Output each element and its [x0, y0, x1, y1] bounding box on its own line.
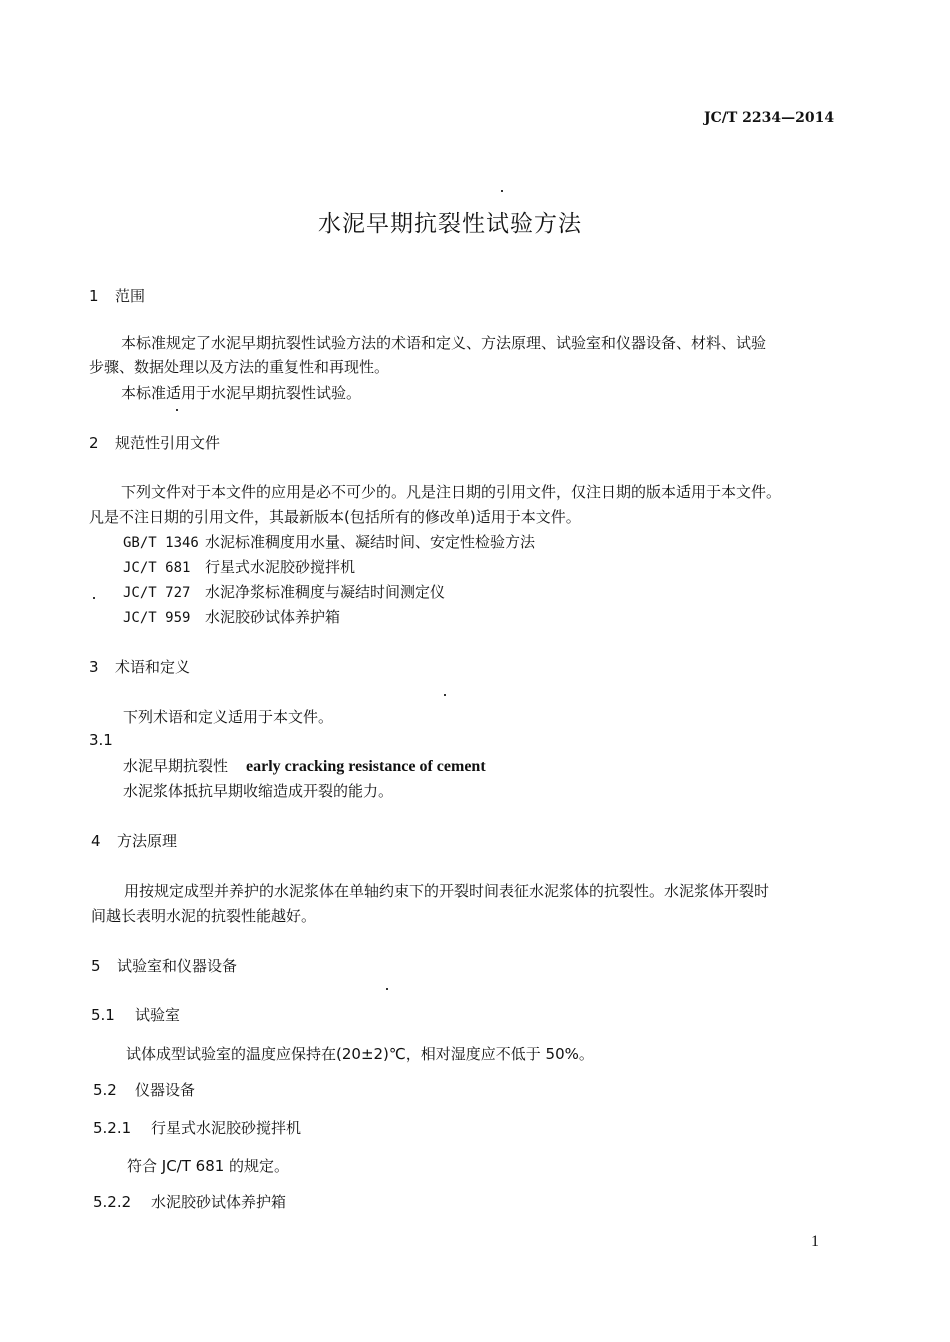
subsection-title: 水泥胶砂试体养护箱 — [151, 1193, 287, 1211]
paragraph: 试体成型试验室的温度应保持在(20±2)℃，相对湿度应不低于 50%。 — [126, 1045, 594, 1063]
reference-title: 水泥标准稠度用水量、凝结时间、安定性检验方法 — [205, 533, 536, 551]
reference-title: 行星式水泥胶砂搅拌机 — [205, 558, 356, 576]
reference-code: GB/T 1346 — [123, 535, 199, 551]
paragraph-line: 凡是不注日期的引用文件，其最新版本(包括所有的修改单)适用于本文件。 — [89, 508, 581, 526]
subsection-title: 行星式水泥胶砂搅拌机 — [151, 1119, 302, 1137]
scan-speck — [386, 988, 388, 990]
section-number: 4 — [91, 832, 101, 850]
term-number: 3.1 — [89, 731, 113, 749]
section-title: 试验室和仪器设备 — [117, 957, 238, 975]
reference-item — [123, 556, 355, 577]
subsection-title: 试验室 — [135, 1006, 181, 1024]
paragraph-line: 用按规定成型并养护的水泥浆体在单轴约束下的开裂时间表征水泥浆体的抗裂性。水泥浆体开裂时 — [124, 882, 770, 900]
reference-title: 水泥净浆标准稠度与凝结时间测定仪 — [205, 583, 446, 601]
subsection-number: 5.2.2 — [93, 1193, 132, 1211]
standard-code: JC/T 2234—2014 — [704, 110, 835, 126]
reference-code: JC/T 959 — [123, 610, 191, 626]
section-4-heading — [91, 830, 177, 851]
term-entry — [123, 755, 486, 776]
term-chinese: 水泥早期抗裂性 — [123, 757, 229, 775]
section-title: 范围 — [115, 287, 146, 305]
section-1-heading — [89, 285, 145, 306]
subsection-number: 5.1 — [91, 1006, 115, 1024]
section-5-heading — [91, 955, 237, 976]
paragraph-line: 间越长表明水泥的抗裂性能越好。 — [91, 907, 317, 925]
reference-item — [123, 581, 445, 602]
scan-speck — [501, 190, 503, 192]
section-title: 术语和定义 — [115, 658, 191, 676]
term-english: early cracking resistance of cement — [246, 758, 486, 775]
scan-speck — [444, 694, 446, 696]
section-2-heading — [89, 432, 220, 453]
reference-title: 水泥胶砂试体养护箱 — [205, 608, 341, 626]
scan-speck — [93, 597, 95, 599]
reference-item — [123, 531, 535, 552]
reference-code: JC/T 681 — [123, 560, 191, 576]
paragraph-line: 下列文件对于本文件的应用是必不可少的。凡是注日期的引用文件，仅注日期的版本适用于本文件。 — [121, 483, 782, 501]
term-definition: 水泥浆体抵抗早期收缩造成开裂的能力。 — [123, 782, 394, 800]
section-3-heading — [89, 656, 190, 677]
subsection-number: 5.2.1 — [93, 1119, 132, 1137]
paragraph-line: 步骤、数据处理以及方法的重复性和再现性。 — [89, 358, 390, 376]
document-title: 水泥早期抗裂性试验方法 — [318, 211, 582, 237]
subsection-number: 5.2 — [93, 1081, 117, 1099]
section-title: 规范性引用文件 — [115, 434, 221, 452]
reference-item — [123, 606, 340, 627]
paragraph: 符合 JC/T 681 的规定。 — [127, 1157, 290, 1175]
paragraph: 下列术语和定义适用于本文件。 — [123, 708, 334, 726]
section-title: 方法原理 — [117, 832, 178, 850]
section-number: 3 — [89, 658, 99, 676]
scan-speck — [176, 409, 178, 411]
reference-code: JC/T 727 — [123, 585, 191, 601]
paragraph: 本标准适用于水泥早期抗裂性试验。 — [121, 384, 362, 402]
section-number: 2 — [89, 434, 99, 452]
subsection-5-2-2-heading — [93, 1191, 286, 1212]
paragraph-line: 本标准规定了水泥早期抗裂性试验方法的术语和定义、方法原理、试验室和仪器设备、材料、试验 — [121, 334, 767, 352]
subsection-5-2-1-heading — [93, 1117, 301, 1138]
subsection-title: 仪器设备 — [135, 1081, 196, 1099]
subsection-5-2-heading — [93, 1079, 195, 1100]
page-number: 1 — [811, 1233, 819, 1250]
section-number: 1 — [89, 287, 99, 305]
section-number: 5 — [91, 957, 101, 975]
subsection-5-1-heading — [91, 1004, 180, 1025]
